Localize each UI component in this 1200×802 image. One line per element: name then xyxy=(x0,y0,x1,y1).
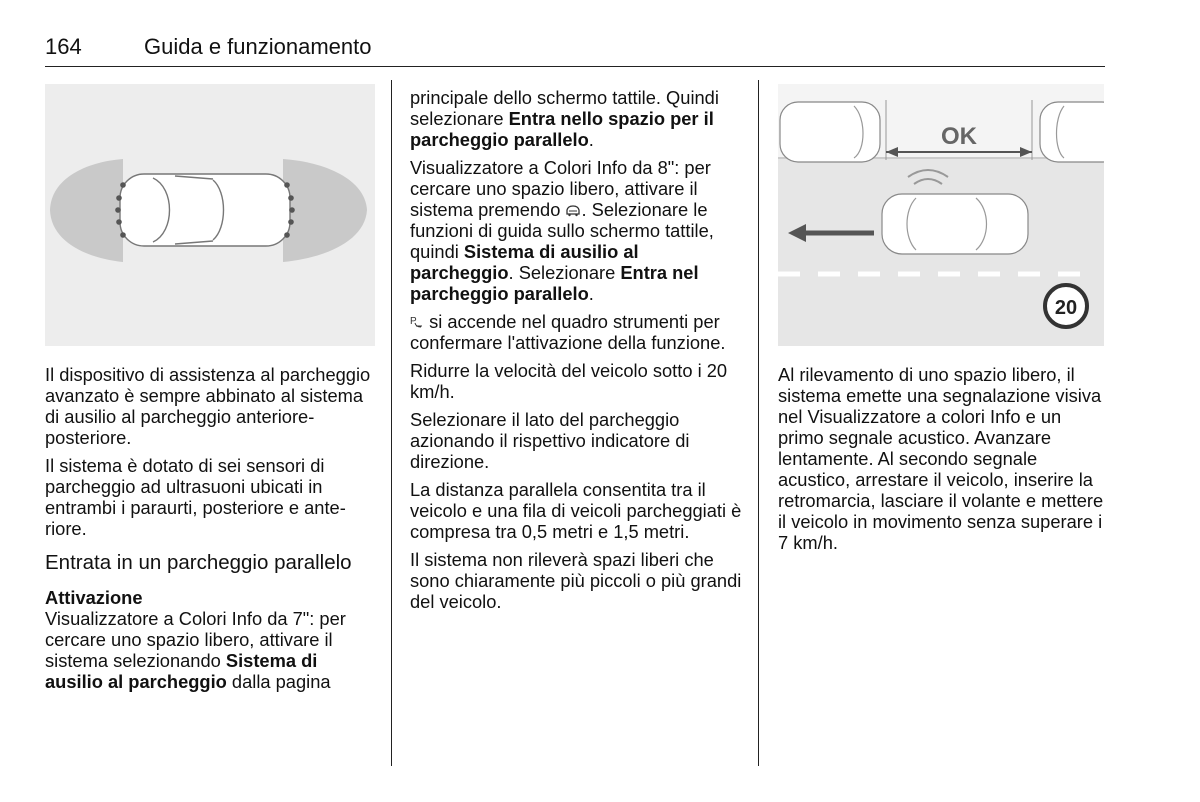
paragraph: La distanza parallela consentita tra il veicolo e una fila di veicoli parcheggiati è compresa tra 0,5 metri e 1,5 metri. xyxy=(410,479,742,542)
parallel-parking-figure xyxy=(778,84,1104,346)
column-3 xyxy=(778,364,1108,560)
parking-sensor-figure xyxy=(45,84,375,346)
paragraph: Ridurre la velocità del veicolo sotto i 20 km/h. xyxy=(410,360,728,402)
speed-limit-value: 20 xyxy=(1054,297,1078,319)
paragraph: Il dispositivo di assistenza al parcheggio avanzato è sempre abbinato al sistema di ausilio al parcheggio anteriore-posteriore. xyxy=(45,364,371,448)
paragraph: Selezionare il lato del parcheggio azionando il rispettivo indicatore di direzione. xyxy=(410,409,690,472)
paragraph: principale dello schermo tattile. Quindi selezionare Entra nello spazio per il parcheggio parallelo. xyxy=(410,87,719,150)
parking-assist-button-icon xyxy=(565,204,581,218)
column-1 xyxy=(45,364,375,699)
column-2 xyxy=(410,87,745,619)
column-divider-right xyxy=(758,80,759,766)
paragraph: Al rilevamento di uno spazio libero, il sistema emette una segnalazione visiva nel Visualizzatore a colori Info e un primo segnale acustico. Avanzare lentamente. Al secondo segnale acustico, arrestare il veicolo, inserire la retromarcia, lasciare il volante e mettere il veicolo in movimento senza superare i 7 km/h. xyxy=(778,364,1104,553)
car-sensor-zones-illustration xyxy=(45,84,375,346)
subsection-heading: Attivazione xyxy=(45,587,143,608)
chapter-title: Guida e funzionamento xyxy=(144,34,372,59)
header-rule xyxy=(45,66,1105,67)
page-header xyxy=(45,34,1105,64)
column-divider-left xyxy=(391,80,392,766)
ok-label: OK xyxy=(941,123,977,150)
parking-indicator-icon xyxy=(410,314,424,330)
parallel-parking-illustration xyxy=(778,84,1104,346)
paragraph: Il sistema non rileverà spazi liberi che sono chiaramente più piccoli o più grandi del veicolo. xyxy=(410,549,742,612)
paragraph: Il sistema è dotato di sei sensori di parcheggio ad ultrasuoni ubicati in entrambi i paraurti, posteriore e anteriore. xyxy=(45,455,346,539)
page-number: 164 xyxy=(45,34,82,59)
section-heading: Entrata in un parcheggio parallelo xyxy=(45,551,352,574)
svg-text:P: P xyxy=(410,316,417,327)
paragraph: P si accende nel quadro strumenti per confermare l'attivazione della funzione. xyxy=(410,311,726,353)
paragraph: Visualizzatore a Colori Info da 7": per cercare uno spazio libero, attivare il sistema selezionando Sistema di ausilio al parcheggio dalla pagina xyxy=(45,608,346,692)
paragraph: Visualizzatore a Colori Info da 8": per cercare uno spazio libero, attivare il sistema premendo . Selezionare le funzioni di guida sullo schermo tattile, quindi Sistema di ausilio al parcheggio. Selezionare Entra nel parcheggio parallelo. xyxy=(410,157,714,304)
